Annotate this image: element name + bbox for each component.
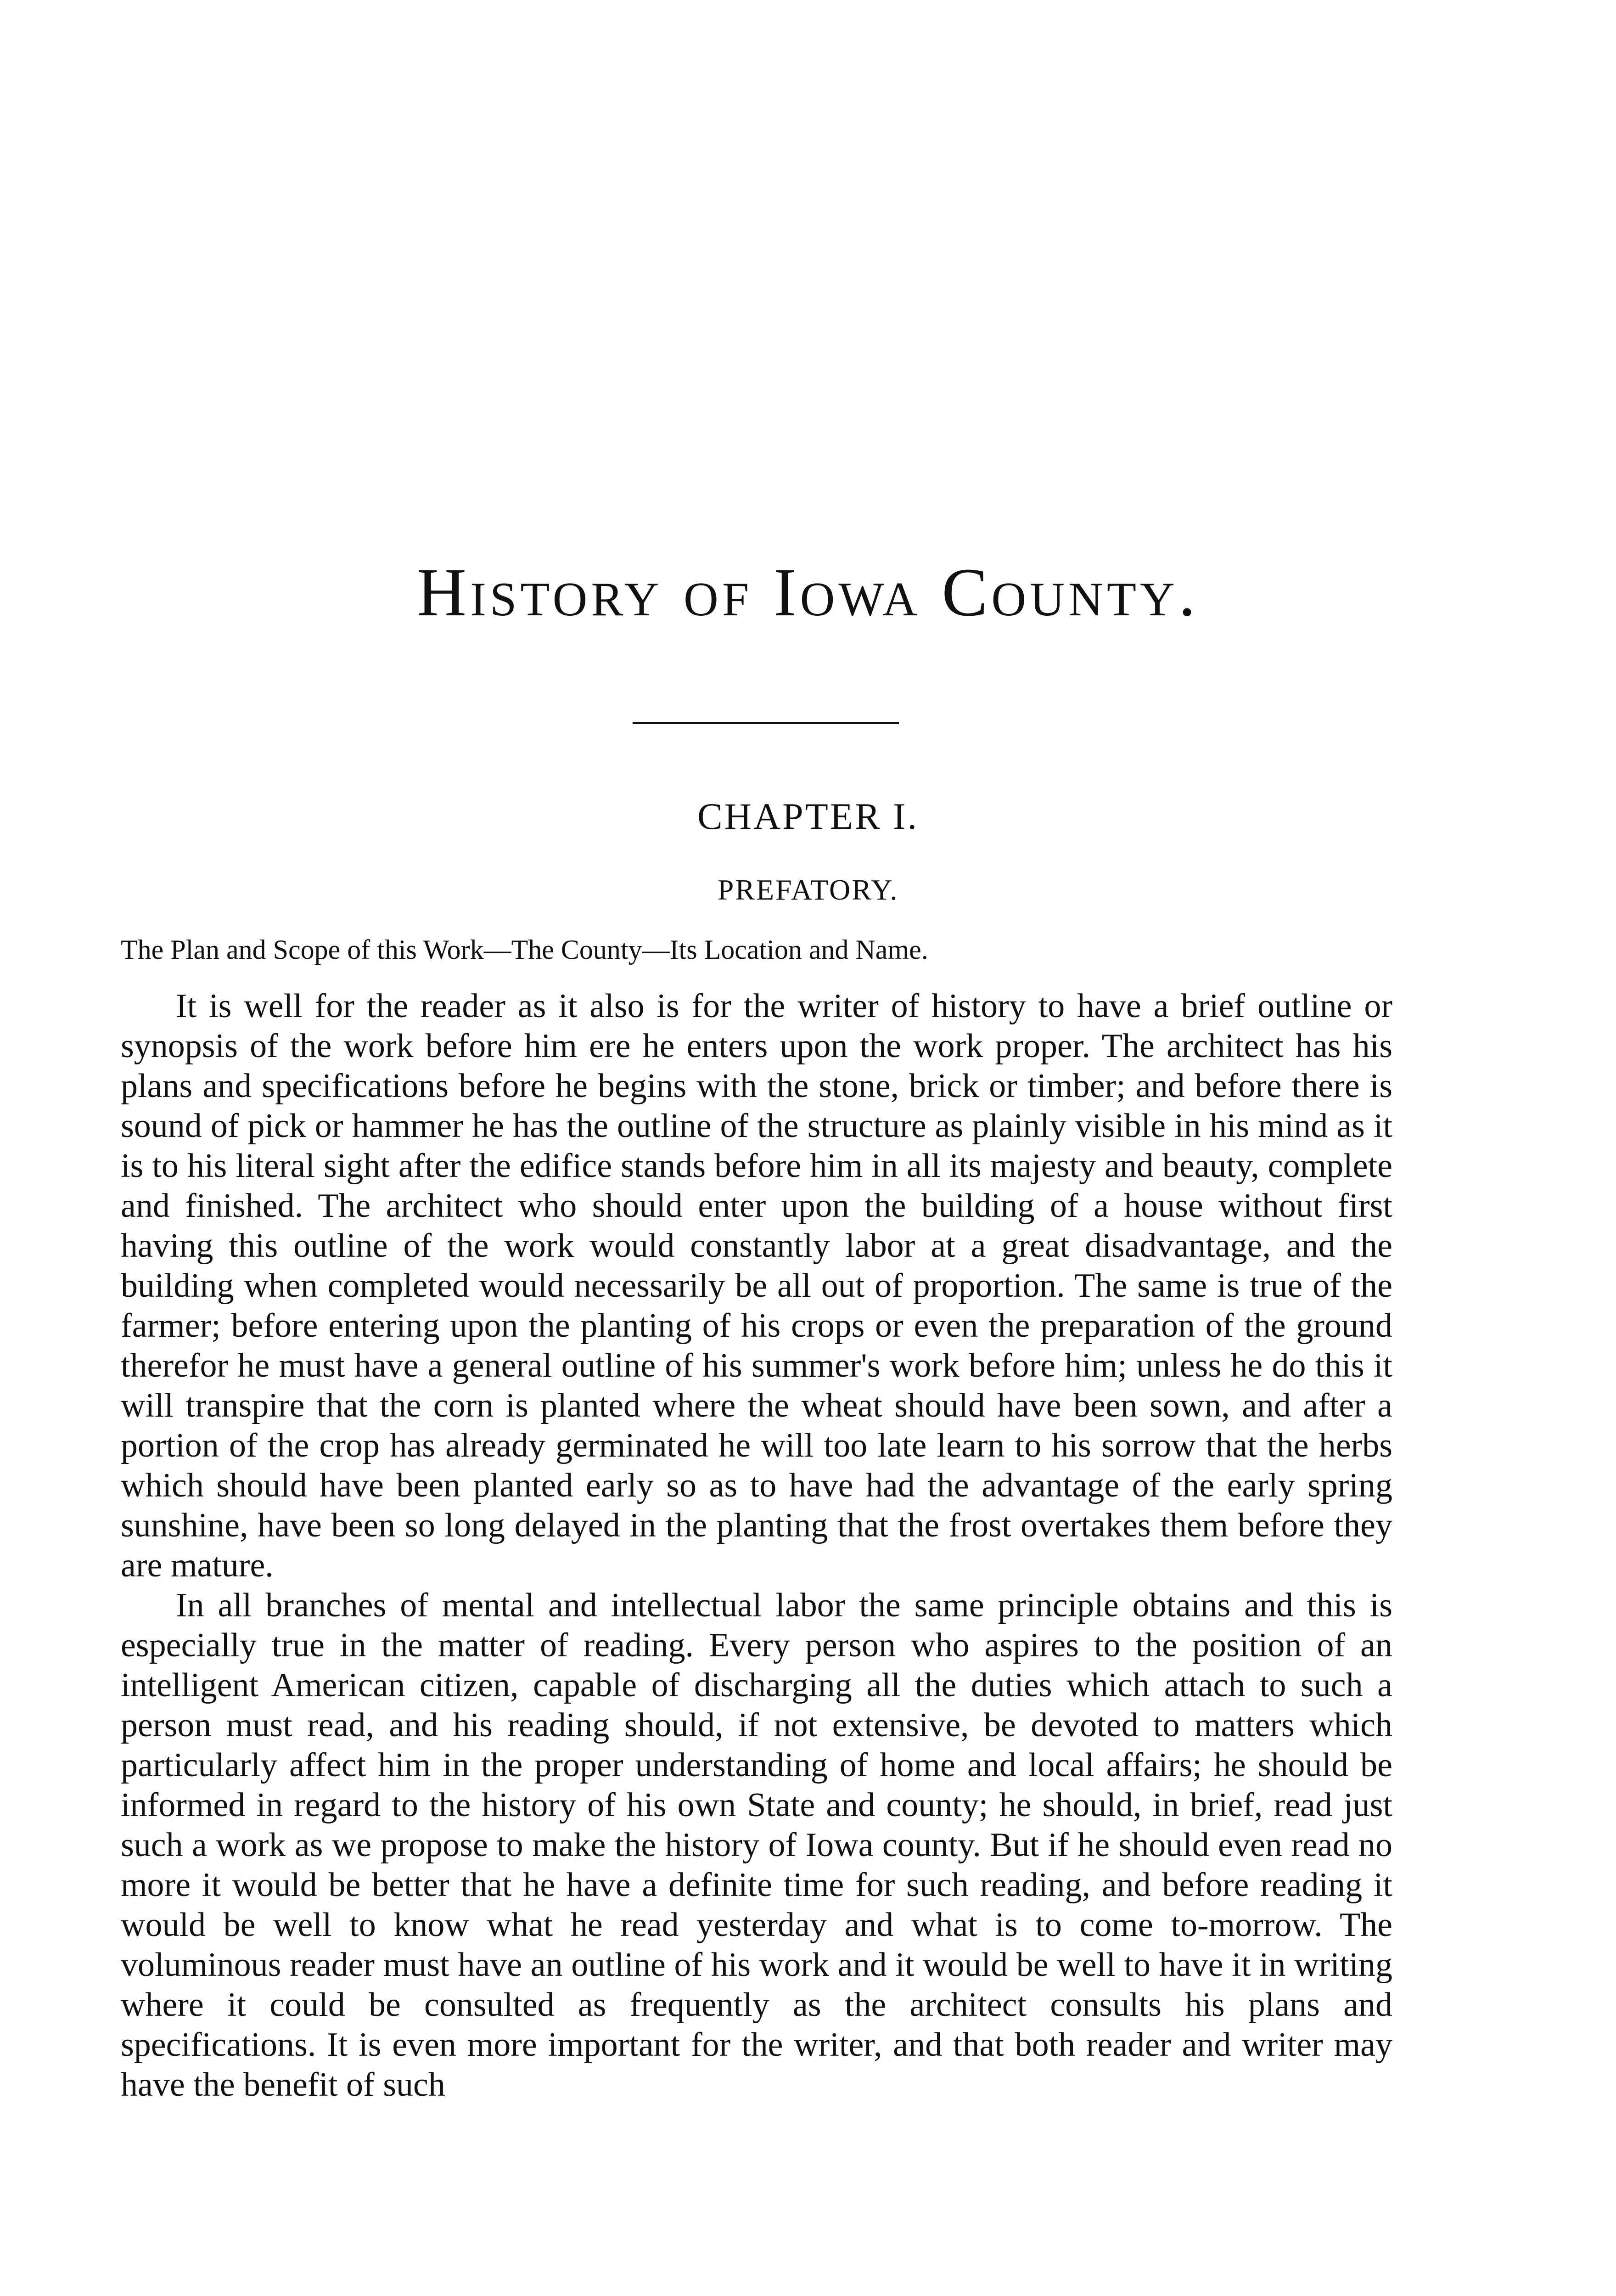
body-text bbox=[121, 986, 1392, 2105]
page-title: History of Iowa County. bbox=[416, 554, 1200, 630]
title-rule bbox=[633, 722, 899, 724]
chapter-subtitle: The Plan and Scope of this Work—The County—Its Location and Name. bbox=[121, 934, 928, 965]
chapter-heading: CHAPTER I. bbox=[697, 795, 919, 837]
section-heading: PREFATORY. bbox=[717, 873, 899, 906]
paragraph-1: It is well for the reader as it also is for the writer of history to have a brief outline or synopsis of the work before him ere he enters upon the work proper. The architect has his plans and specifications before he begins with the stone, brick or timber; and before there is sound of pick or hammer he has the outline of the structure as plainly visible in his mind as it is to his literal sight after the edifice stands before him in all its majesty and beauty, complete and finished. The architect who should enter upon the building of a house without first having this outline of the work would constantly labor at a great disadvantage, and the building when completed would necessarily be all out of proportion. The same is true of the farmer; before entering upon the planting of his crops or even the preparation of the ground therefor he must have a general outline of his summer's work before him; unless he do this it will transpire that the corn is planted where the wheat should have been sown, and after a portion of the crop has already germinated he will too late learn to his sorrow that the herbs which should have been planted early so as to have had the advantage of the early spring sunshine, have been so long delayed in the planting that the frost overtakes them before they are mature. bbox=[121, 987, 1392, 1584]
paragraph-2: In all branches of mental and intellectual labor the same principle obtains and this is especially true in the matter of reading. Every person who aspires to the position of an intelligent American citizen, capable of discharging all the duties which attach to such a person must read, and his reading should, if not extensive, be devoted to matters which particularly affect him in the proper understanding of home and local affairs; he should be informed in regard to the history of his own State and county; he should, in brief, read just such a work as we propose to make the history of Iowa county. But if he should even read no more it would be better that he have a definite time for such reading, and before reading it would be well to know what he read yesterday and what is to come to-morrow. The voluminous reader must have an outline of his work and it would be well to have it in writing where it could be consulted as frequently as the architect consults his plans and specifications. It is even more important for the writer, and that both reader and writer may have the benefit of such bbox=[121, 1587, 1392, 2104]
